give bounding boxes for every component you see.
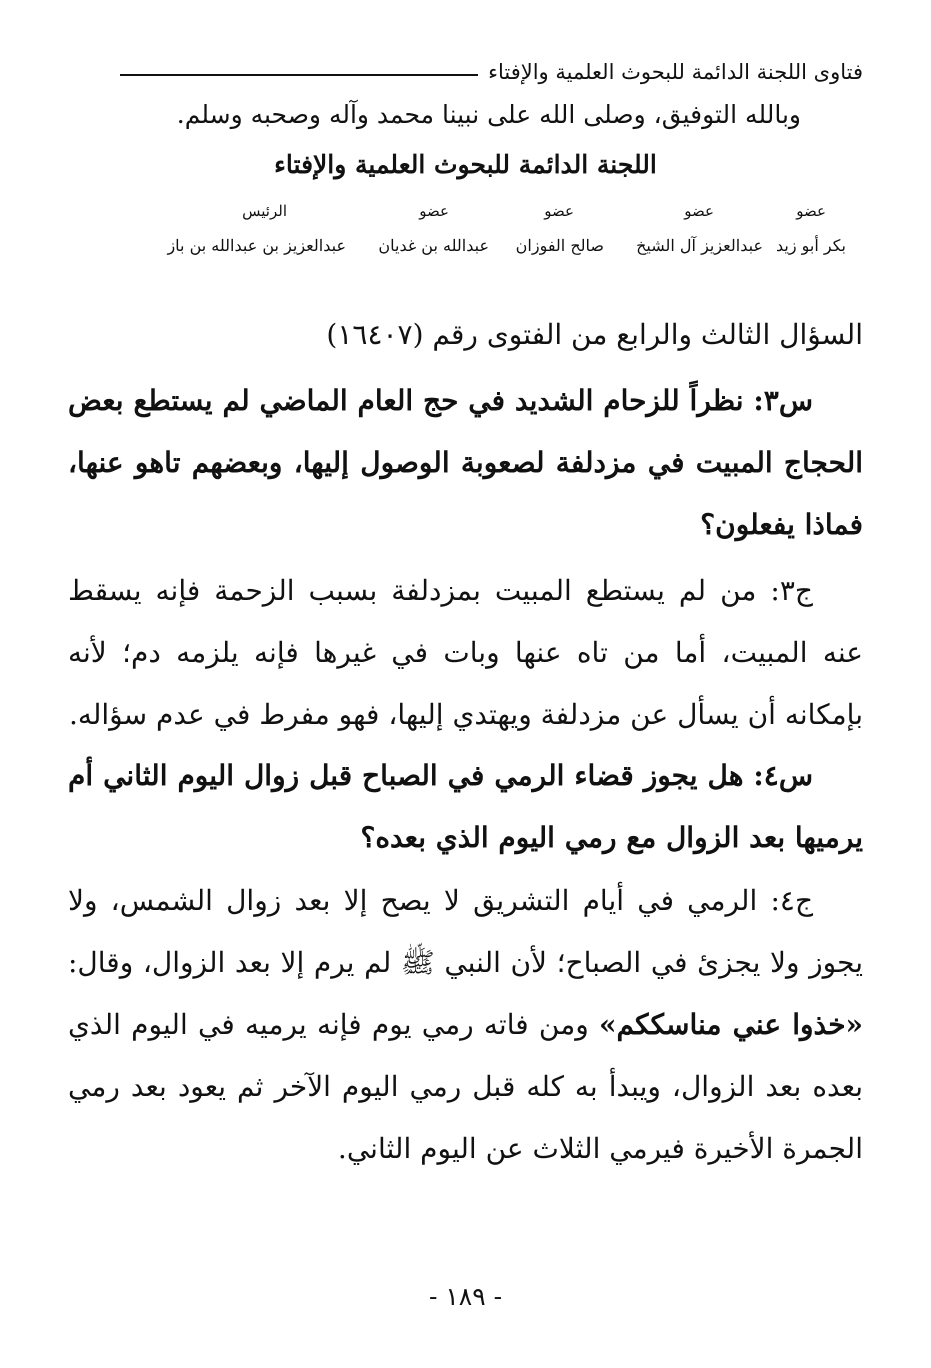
signatory-role: عضو (544, 202, 574, 220)
answer-3 (68, 560, 863, 746)
answer-3-text: من لم يستطع المبيت بمزدلفة بسبب الزحمة فإنه يسقط عنه المبيت، أما من تاه عنها وبات في غيرها فإنه يلزمه دم؛ لأنه بإمكانه أن يسأل عن مزدلفة ويهتدي إليها، فهو مفرط في عدم سؤاله. (68, 574, 863, 731)
question-4 (68, 745, 863, 869)
answer-4-text-before: الرمي في أيام التشريق لا يصح إلا بعد زوال الشمس، ولا يجوز ولا يجزئ في الصباح؛ لأن النبي ﷺ لم يرم إلا بعد الزوال، وقال: (68, 884, 863, 979)
signatory-role: عضو (684, 202, 714, 220)
question-4-label: س٤: (753, 759, 813, 792)
signatory-name: صالح الفوزان (515, 236, 604, 255)
question-reference: السؤال الثالث والرابع من الفتوى رقم (١٦٤٠٧) (326, 318, 863, 351)
answer-4-text-after: ومن فاته رمي يوم فإنه يرميه في اليوم الذي بعده بعد الزوال، ويبدأ به كله قبل رمي اليوم الآخر ثم يعود بعد رمي الجمرة الأخيرة فيرمي الثلاث عن اليوم الثاني. (68, 1008, 863, 1165)
signatory-role: عضو (419, 202, 449, 220)
answer-3-label: ج٣: (770, 574, 813, 607)
question-3-label: س٣: (753, 384, 813, 417)
signatory-role: الرئيس (242, 202, 287, 220)
page-number: - ١٨٩ - (428, 1282, 503, 1311)
signatory-name: عبدالله بن غديان (378, 236, 489, 255)
question-3 (68, 370, 863, 556)
answer-4 (68, 870, 863, 1180)
header-title: فتاوى اللجنة الدائمة للبحوث العلمية والإفتاء (488, 60, 863, 84)
answer-4-label: ج٤: (770, 884, 814, 917)
header-rule (120, 74, 478, 76)
signatory-role: عضو (796, 202, 826, 220)
question-3-text: نظراً للزحام الشديد في حج العام الماضي لم يستطع بعض الحجاج المبيت في مزدلفة لصعوبة الوصول إليها، وبعضهم تاهو عنها، فماذا يفعلون؟ (68, 384, 864, 541)
signatory-name: عبدالعزيز بن عبدالله بن باز (167, 236, 346, 255)
signatory-name: بكر أبو زيد (775, 236, 846, 255)
committee-title: اللجنة الدائمة للبحوث العلمية والإفتاء (274, 150, 657, 179)
running-header (120, 52, 863, 92)
signatory-name: عبدالعزيز آل الشيخ (636, 236, 763, 255)
question-4-text: هل يجوز قضاء الرمي في الصباح قبل زوال اليوم الثاني أم يرميها بعد الزوال مع رمي اليوم الذي بعده؟ (68, 759, 863, 854)
closing-line: وبالله التوفيق، وصلى الله على نبينا محمد وآله وصحبه وسلم. (176, 100, 801, 129)
hadith-quote: «خذوا عني مناسككم» (598, 1008, 863, 1041)
